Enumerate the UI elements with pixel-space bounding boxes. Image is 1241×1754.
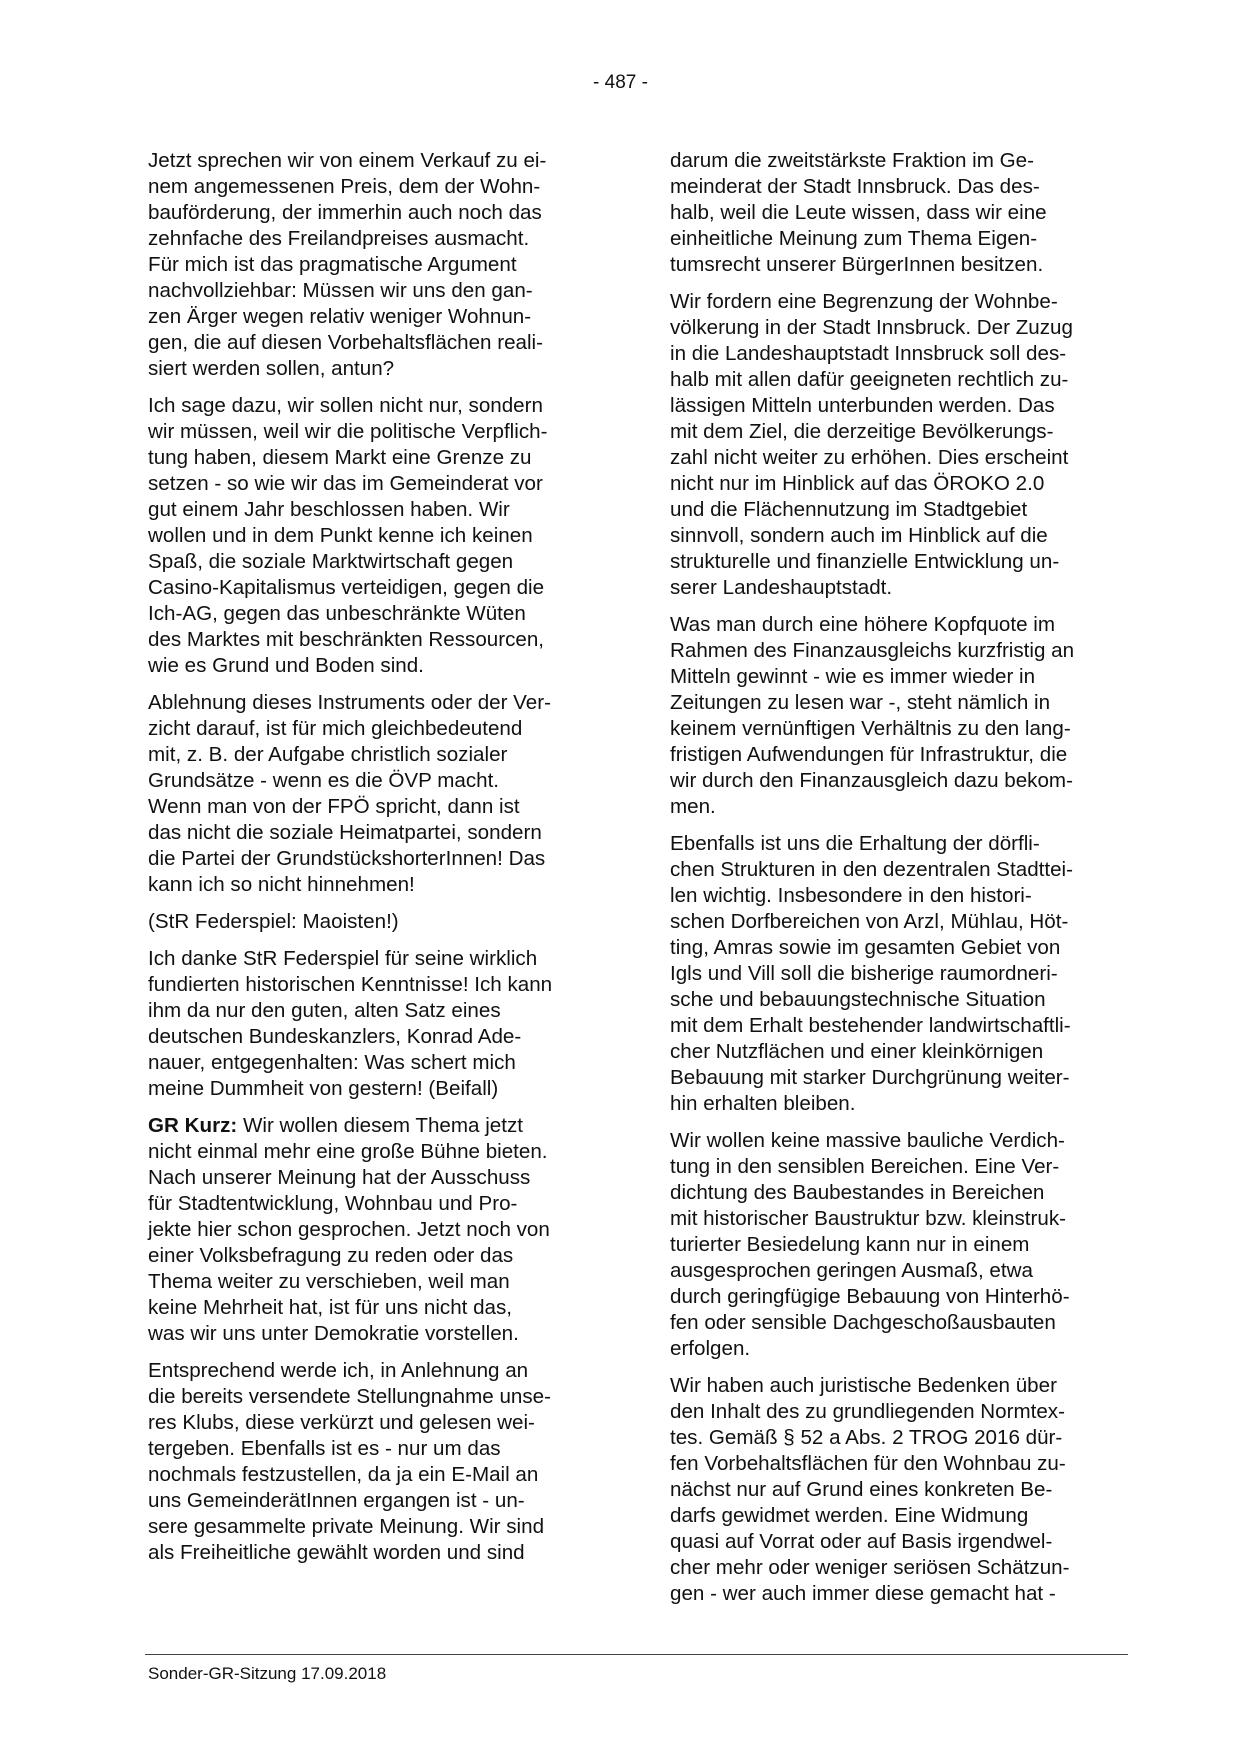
text-line: serer Landeshauptstadt. [670, 576, 893, 599]
text-line: in die Landeshauptstadt Innsbruck soll des- [670, 342, 1067, 365]
text-line: meine Dummheit von gestern! (Beifall) [148, 1077, 499, 1100]
text-line: deutschen Bundeskanzlers, Konrad Ade- [148, 1025, 522, 1048]
text-line: Entsprechend werde ich, in Anlehnung an [148, 1359, 529, 1382]
text-line: darum die zweitstärkste Fraktion im Ge- [670, 149, 1034, 172]
text-line: uns GemeinderätInnen ergangen ist - un- [148, 1489, 525, 1512]
text-line: Ich danke StR Federspiel für seine wirklich [148, 947, 538, 970]
text-line: jekte hier schon gesprochen. Jetzt noch von [148, 1218, 550, 1241]
text-line: Casino-Kapitalismus verteidigen, gegen die [148, 576, 545, 599]
text-line: Wir fordern eine Begrenzung der Wohnbe- [670, 290, 1058, 313]
paragraph [148, 909, 600, 935]
text-line: len wichtig. Insbesondere in den histori- [670, 884, 1032, 907]
text-line: res Klubs, diese verkürzt und gelesen wei- [148, 1411, 535, 1434]
text-line: gen - wer auch immer diese gemacht hat - [670, 1582, 1056, 1605]
text-line: Thema weiter zu verschieben, weil man [148, 1270, 510, 1293]
text-line: nicht nur im Hinblick auf das ÖROKO 2.0 [670, 472, 1045, 495]
text-line: Ich-AG, gegen das unbeschränkte Wüten [148, 602, 526, 625]
text-line: quasi auf Vorrat oder auf Basis irgendwel- [670, 1530, 1053, 1553]
text-line: ting, Amras sowie im gesamten Gebiet von [670, 936, 1061, 959]
text-line: Wir wollen keine massive bauliche Verdich- [670, 1129, 1065, 1152]
footer-divider [145, 1654, 1128, 1655]
text-line: halb mit allen dafür geeigneten rechtlich zu- [670, 368, 1069, 391]
text-line: zicht darauf, ist für mich gleichbedeutend [148, 717, 523, 740]
paragraph [670, 289, 1122, 601]
text-line: die Partei der GrundstückshorterInnen! Das [148, 847, 546, 870]
text-line: Für mich ist das pragmatische Argument [148, 253, 517, 276]
text-line: gen, die auf diesen Vorbehaltsflächen reali- [148, 331, 543, 354]
text-line: die bereits versendete Stellungnahme unse- [148, 1385, 551, 1408]
text-line: völkerung in der Stadt Innsbruck. Der Zuzug [670, 316, 1073, 339]
text-line: nicht einmal mehr eine große Bühne bieten. [148, 1140, 548, 1163]
text-line: und die Flächennutzung im Stadtgebiet [670, 498, 1028, 521]
text-line: lässigen Mitteln unterbunden werden. Das [670, 394, 1055, 417]
paragraph [148, 1358, 600, 1566]
text-line: (StR Federspiel: Maoisten!) [148, 910, 399, 933]
text-line: ausgesprochen geringen Ausmaß, etwa [670, 1259, 1033, 1282]
text-line: fristigen Aufwendungen für Infrastruktur, die [670, 743, 1068, 766]
text-line: schen Dorfbereichen von Arzl, Mühlau, Höt- [670, 910, 1069, 933]
text-line: was wir uns unter Demokratie vorstellen. [148, 1322, 519, 1345]
paragraph [670, 148, 1122, 278]
paragraph [670, 831, 1122, 1117]
text-line: mit, z. B. der Aufgabe christlich sozialer [148, 743, 508, 766]
page-number: - 487 - [593, 72, 648, 93]
speech-text: Wir wollen diesem Thema jetzt [237, 1114, 523, 1137]
text-line: ihm da nur den guten, alten Satz eines [148, 999, 501, 1022]
text-line: Was man durch eine höhere Kopfquote im [670, 613, 1056, 636]
text-line: mit dem Ziel, die derzeitige Bevölkerungs- [670, 420, 1054, 443]
text-line: siert werden sollen, antun? [148, 357, 395, 380]
text-line: cher mehr oder weniger seriösen Schätzun- [670, 1556, 1070, 1579]
text-line: Nach unserer Meinung hat der Ausschuss [148, 1166, 531, 1189]
text-line: nochmals festzustellen, da ja ein E-Mail an [148, 1463, 539, 1486]
text-line: des Marktes mit beschränkten Ressourcen, [148, 628, 545, 651]
text-line: tung haben, diesem Markt eine Grenze zu [148, 446, 532, 469]
footer-session-label: Sonder-GR-Sitzung 17.09.2018 [148, 1664, 387, 1683]
text-line: das nicht die soziale Heimatpartei, sondern [148, 821, 542, 844]
text-line: hin erhalten bleiben. [670, 1092, 856, 1115]
text-line: cher Nutzflächen und einer kleinkörnigen [670, 1040, 1044, 1063]
text-line: kann ich so nicht hinnehmen! [148, 873, 415, 896]
text-line: Ablehnung dieses Instruments oder der Ver- [148, 691, 551, 714]
text-line: keine Mehrheit hat, ist für uns nicht das, [148, 1296, 513, 1319]
paragraph [148, 946, 600, 1102]
left-column [148, 148, 600, 1577]
text-line: Mitteln gewinnt - wie es immer wieder in [670, 665, 1036, 688]
text-line: wie es Grund und Boden sind. [148, 654, 424, 677]
text-line: Ebenfalls ist uns die Erhaltung der dörfli- [670, 832, 1040, 855]
text-line: keinem vernünftigen Verhältnis zu den lang- [670, 717, 1071, 740]
paragraph [148, 148, 600, 382]
text-line: Zeitungen zu lesen war -, steht nämlich in [670, 691, 1051, 714]
paragraph [148, 690, 600, 898]
text-line: tung in den sensiblen Bereichen. Eine Ver- [670, 1155, 1060, 1178]
text-line: sinnvoll, sondern auch im Hinblick auf die [670, 524, 1048, 547]
text-line [148, 1113, 600, 1139]
text-line: fen Vorbehaltsflächen für den Wohnbau zu- [670, 1452, 1066, 1475]
text-line: gut einem Jahr beschlossen haben. Wir [148, 498, 510, 521]
text-line: bauförderung, der immerhin auch noch das [148, 201, 542, 224]
text-line: nachvollziehbar: Müssen wir uns den gan- [148, 279, 533, 302]
text-line: fen oder sensible Dachgeschoßausbauten [670, 1311, 1056, 1334]
text-line: einheitliche Meinung zum Thema Eigen- [670, 227, 1038, 250]
text-line: tergeben. Ebenfalls ist es - nur um das [148, 1437, 501, 1460]
text-line: turierter Besiedelung kann nur in einem [670, 1233, 1030, 1256]
text-line: Grundsätze - wenn es die ÖVP macht. [148, 769, 500, 792]
speaker-name: GR Kurz: [148, 1114, 238, 1137]
text-line: darfs gewidmet werden. Eine Widmung [670, 1504, 1029, 1527]
text-line: einer Volksbefragung zu reden oder das [148, 1244, 514, 1267]
text-line: Ich sage dazu, wir sollen nicht nur, sondern [148, 394, 543, 417]
text-line: mit historischer Baustruktur bzw. kleinstruk- [670, 1207, 1066, 1230]
text-line: mit dem Erhalt bestehender landwirtschaftli- [670, 1014, 1071, 1037]
text-line: wir müssen, weil wir die politische Verpflich- [148, 420, 548, 443]
text-line: wollen und in dem Punkt kenne ich keinen [148, 524, 533, 547]
text-line: wir durch den Finanzausgleich dazu bekom- [670, 769, 1073, 792]
text-line: Bebauung mit starker Durchgrünung weiter- [670, 1066, 1070, 1089]
text-line: Wir haben auch juristische Bedenken über [670, 1374, 1057, 1397]
paragraph [148, 393, 600, 679]
text-line: Igls und Vill soll die bisherige raumordneri- [670, 962, 1058, 985]
text-line: erfolgen. [670, 1337, 751, 1360]
text-line: men. [670, 795, 716, 818]
text-line: fundierten historischen Kenntnisse! Ich kann [148, 973, 553, 996]
paragraph [148, 1113, 600, 1347]
text-line: chen Strukturen in den dezentralen Stadttei- [670, 858, 1073, 881]
text-line: nächst nur auf Grund eines konkreten Be- [670, 1478, 1053, 1501]
text-line: Wenn man von der FPÖ spricht, dann ist [148, 795, 520, 818]
text-line: für Stadtentwicklung, Wohnbau und Pro- [148, 1192, 518, 1215]
text-line: durch geringfügige Bebauung von Hinterhö- [670, 1285, 1070, 1308]
text-line: zahl nicht weiter zu erhöhen. Dies erscheint [670, 446, 1069, 469]
text-line: Rahmen des Finanzausgleichs kurzfristig an [670, 639, 1075, 662]
paragraph [670, 1373, 1122, 1607]
text-line: zen Ärger wegen relativ weniger Wohnun- [148, 305, 532, 328]
text-line: setzen - so wie wir das im Gemeinderat vor [148, 472, 543, 495]
text-line: sere gesammelte private Meinung. Wir sind [148, 1515, 545, 1538]
text-line: als Freiheitliche gewählt worden und sind [148, 1541, 525, 1564]
text-line: nem angemessenen Preis, dem der Wohn- [148, 175, 541, 198]
text-line: tes. Gemäß § 52 a Abs. 2 TROG 2016 dür- [670, 1426, 1063, 1449]
paragraph [670, 612, 1122, 820]
text-line: tumsrecht unserer BürgerInnen besitzen. [670, 253, 1044, 276]
text-line: den Inhalt des zu grundliegenden Normtex- [670, 1400, 1065, 1423]
text-line: Spaß, die soziale Marktwirtschaft gegen [148, 550, 514, 573]
text-line: sche und bebauungstechnische Situation [670, 988, 1046, 1011]
text-line: nauer, entgegenhalten: Was schert mich [148, 1051, 516, 1074]
text-line: strukturelle und finanzielle Entwicklung un- [670, 550, 1060, 573]
text-line: halb, weil die Leute wissen, dass wir eine [670, 201, 1047, 224]
text-line: dichtung des Baubestandes in Bereichen [670, 1181, 1045, 1204]
text-line: zehnfache des Freilandpreises ausmacht. [148, 227, 530, 250]
paragraph [670, 1128, 1122, 1362]
text-line: Jetzt sprechen wir von einem Verkauf zu ei- [148, 149, 547, 172]
right-column [670, 148, 1122, 1618]
text-line: meinderat der Stadt Innsbruck. Das des- [670, 175, 1040, 198]
